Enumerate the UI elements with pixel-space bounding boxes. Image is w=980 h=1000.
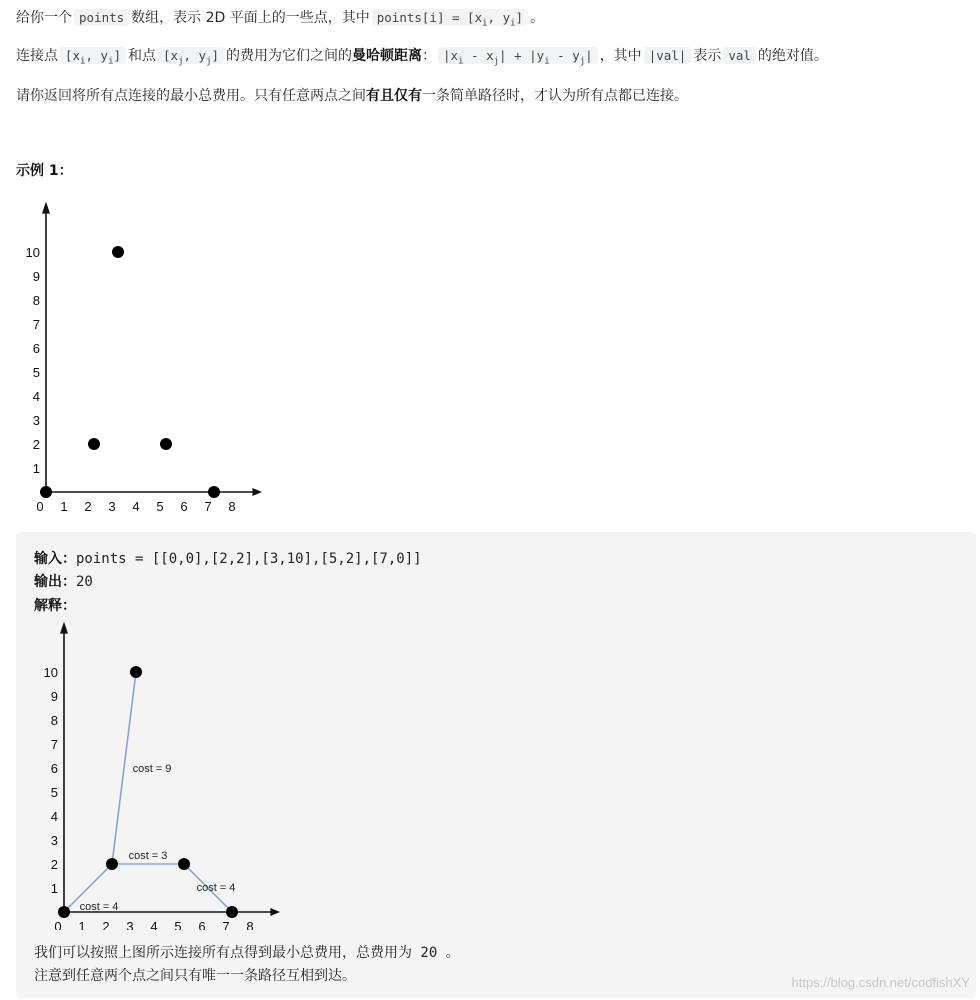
input-label: 输入： [34, 551, 76, 567]
code-point-i: [$x_i$, $y_i$] [60, 47, 126, 64]
problem-paragraph-1 [16, 8, 544, 34]
code-val: val [723, 47, 756, 64]
code-abs-val: |val| [644, 47, 692, 64]
data-point [88, 438, 100, 450]
p1-prefix: 给你一个 [16, 10, 72, 26]
p3-end: 一条简单路径时，才认为所有点都已连接。 [422, 88, 688, 104]
data-point [112, 246, 124, 258]
p2-colon: ： [422, 48, 437, 64]
data-point [58, 906, 70, 918]
p2-mid1: 和点 [128, 48, 157, 64]
x-tick-label: 6 [180, 499, 188, 514]
p2-prefix: 连接点 [16, 48, 58, 64]
y-tick-label: 10 [43, 665, 58, 680]
y-tick-label: 4 [32, 389, 40, 404]
y-tick-label: 3 [50, 833, 58, 848]
p1-end: 。 [530, 10, 545, 26]
explanation-note-1: 我们可以按照上图所示连接所有点得到最小总费用，总费用为 20 。 [34, 945, 460, 961]
p2-mid3: ，其中 [599, 48, 642, 64]
y-tick-label: 9 [50, 689, 58, 704]
data-point [106, 858, 118, 870]
x-tick-label: 7 [222, 919, 230, 930]
y-tick-label: 1 [32, 461, 40, 476]
p2-end: 的绝对值。 [757, 48, 828, 64]
x-tick-label: 5 [156, 499, 164, 514]
x-tick-label: 0 [54, 919, 62, 930]
data-point [160, 438, 172, 450]
y-tick-label: 7 [32, 317, 40, 332]
x-tick-label: 7 [204, 499, 212, 514]
y-tick-label: 8 [32, 293, 40, 308]
data-point [178, 858, 190, 870]
y-tick-label: 5 [50, 785, 58, 800]
output-value: 20 [76, 574, 93, 590]
x-tick-label: 4 [150, 919, 158, 930]
p3-prefix: 请你返回将所有点连接的最小总费用。只有任意两点之间 [16, 88, 366, 104]
x-tick-label: 0 [36, 499, 44, 514]
x-tick-label: 8 [228, 499, 236, 514]
y-tick-label: 7 [50, 737, 58, 752]
mst-chart [32, 620, 312, 930]
input-line [34, 548, 422, 568]
watermark: https://blog.csdn.net/codfishXY [791, 975, 970, 990]
y-tick-label: 1 [50, 881, 58, 896]
y-tick-label: 4 [50, 809, 58, 824]
explain-line [34, 595, 76, 615]
edge-cost-label: cost = 4 [196, 882, 236, 894]
p1-mid: 数组，表示 2D 平面上的一些点，其中 [131, 10, 370, 26]
points-chart [20, 196, 270, 516]
input-value: points = [[0,0],[2,2],[3,10],[5,2],[7,0]] [76, 551, 422, 567]
x-tick-label: 4 [132, 499, 140, 514]
y-tick-label: 10 [25, 245, 40, 260]
p2-mid2: 的费用为它们之间的 [226, 48, 353, 64]
x-tick-label: 8 [246, 919, 254, 930]
x-tick-label: 3 [126, 919, 134, 930]
output-line [34, 571, 93, 591]
manhattan-distance-term: 曼哈顿距离 [352, 48, 423, 64]
code-points: points [74, 9, 129, 26]
x-tick-label: 1 [60, 499, 68, 514]
y-tick-label: 6 [32, 341, 40, 356]
problem-paragraph-3 [16, 86, 688, 106]
code-points-def: points[i] = [$x_i$, $y_i$] [372, 9, 528, 26]
p2-mid4: 表示 [693, 48, 722, 64]
y-axis-arrow [42, 202, 50, 214]
example-title: 示例 1： [16, 163, 73, 179]
explanation-note-2: 注意到任意两个点之间只有唯一一条路径互相到达。 [34, 968, 356, 984]
edge-cost-label: cost = 4 [79, 901, 119, 913]
code-point-j: [$x_j$, $y_j$] [158, 47, 224, 64]
edge-cost-label: cost = 9 [132, 763, 172, 775]
x-axis-arrow [270, 908, 280, 916]
x-axis-arrow [252, 488, 262, 496]
only-one-term: 有且仅有 [366, 88, 422, 104]
y-tick-label: 9 [32, 269, 40, 284]
y-tick-label: 8 [50, 713, 58, 728]
x-tick-label: 1 [78, 919, 86, 930]
explain-label: 解释： [34, 598, 76, 614]
data-point [130, 666, 142, 678]
y-tick-label: 2 [32, 437, 40, 452]
edge-cost-label: cost = 3 [128, 850, 168, 862]
x-tick-label: 3 [108, 499, 116, 514]
x-tick-label: 6 [198, 919, 206, 930]
y-tick-label: 6 [50, 761, 58, 776]
x-tick-label: 2 [84, 499, 92, 514]
y-tick-label: 3 [32, 413, 40, 428]
example-box [16, 532, 976, 998]
data-point [208, 486, 220, 498]
x-tick-label: 5 [174, 919, 182, 930]
y-tick-label: 2 [50, 857, 58, 872]
x-tick-label: 2 [102, 919, 110, 930]
data-point [226, 906, 238, 918]
problem-paragraph-2 [16, 46, 828, 72]
data-point [40, 486, 52, 498]
output-label: 输出： [34, 574, 76, 590]
y-axis-arrow [60, 622, 68, 634]
y-tick-label: 5 [32, 365, 40, 380]
code-manhattan-formula: $|x_i - x_j| + |y_i - y_j|$ [438, 47, 598, 64]
